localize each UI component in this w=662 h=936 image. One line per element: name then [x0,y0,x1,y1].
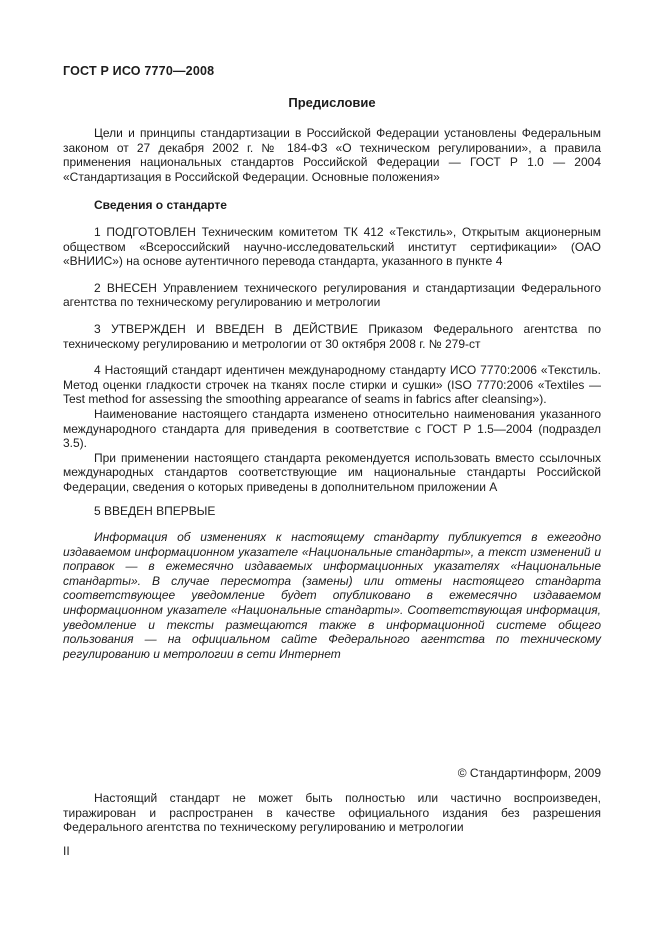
standard-designation-header: ГОСТ Р ИСО 7770—2008 [63,64,215,78]
clause-4-references-note: При применении настоящего стандарта рекомендуется использовать вместо ссылочных международных стандартов соответствующие им национальные стандарты Российской Федерации, сведения о которых приведены в дополнительном приложении А [63,450,601,494]
amendments-information-note: Информация об изменениях к настоящему стандарту публикуется в ежегодно издаваемом информационном указателе «Национальные стандарты», а текст изменений и поправок — в ежемесячно издаваемых информационных указателях «Национальные стандарты». В случае пересмотра (замены) или отмены настоящего стандарта соответствующее уведомление будет опубликовано в ежемесячно издаваемом информационном указателе «Национальные стандарты». Соответствующая информация, уведомление и тексты размещаются также в информационной системе общего пользования — на официальном сайте Федерального агентства по техническому регулированию и метрологии в сети Интернет [63,530,601,661]
page-number: II [63,844,70,858]
clause-5-first-introduced: 5 ВВЕДЕН ВПЕРВЫЕ [94,504,216,519]
copyright-notice: © Стандартинформ, 2009 [457,766,601,780]
page-title: Предисловие [288,95,376,110]
standard-info-heading: Сведения о стандарте [94,198,227,213]
clause-1-prepared-by: 1 ПОДГОТОВЛЕН Техническим комитетом ТК 412 «Текстиль», Открытым акционерным обществом «Всероссийский научно-исследовательский институт сертификации» (ОАО «ВНИИС») на основе аутентичного перевода стандарта, указанного в пункте 4 [63,224,601,269]
intro-paragraph: Цели и принципы стандартизации в Российской Федерации установлены Федеральным законом от 27 декабря 2002 г. № 184-ФЗ «О техническом регулировании», а правила применения национальных стандартов Российской Федерации — ГОСТ Р 1.0 — 2004 «Стандартизация в Российской Федерации. Основные положения» [63,126,601,184]
reproduction-restriction-notice: Настоящий стандарт не может быть полностью или частично воспроизведен, тиражирован и распространен в качестве официального издания без разрешения Федерального агентства по техническому регулированию и метрологии [63,791,601,835]
page-content [63,64,601,661]
clause-4-name-change-note: Наименование настоящего стандарта изменено относительно наименования указанного международного стандарта для приведения в соответствие с ГОСТ Р 1.5—2004 (подраздел 3.5). [63,406,601,451]
clause-2-submitted-by: 2 ВНЕСЕН Управлением технического регулирования и стандартизации Федерального агентства по техническому регулированию и метрологии [63,280,601,310]
clause-4-identical-standard: 4 Настоящий стандарт идентичен международному стандарту ИСО 7770:2006 «Текстиль. Метод оценки гладкости строчек на тканях после стирки и сушки» (ISO 7770:2006 «Textiles — Test method for assessing the smoothing appearance of seams in fabrics after cleansing»). [63,363,601,407]
clause-3-approved: 3 УТВЕРЖДЕН И ВВЕДЕН В ДЕЙСТВИЕ Приказом Федерального агентства по техническому регулированию и метрологии от 30 октября 2008 г. № 279-ст [63,321,601,351]
